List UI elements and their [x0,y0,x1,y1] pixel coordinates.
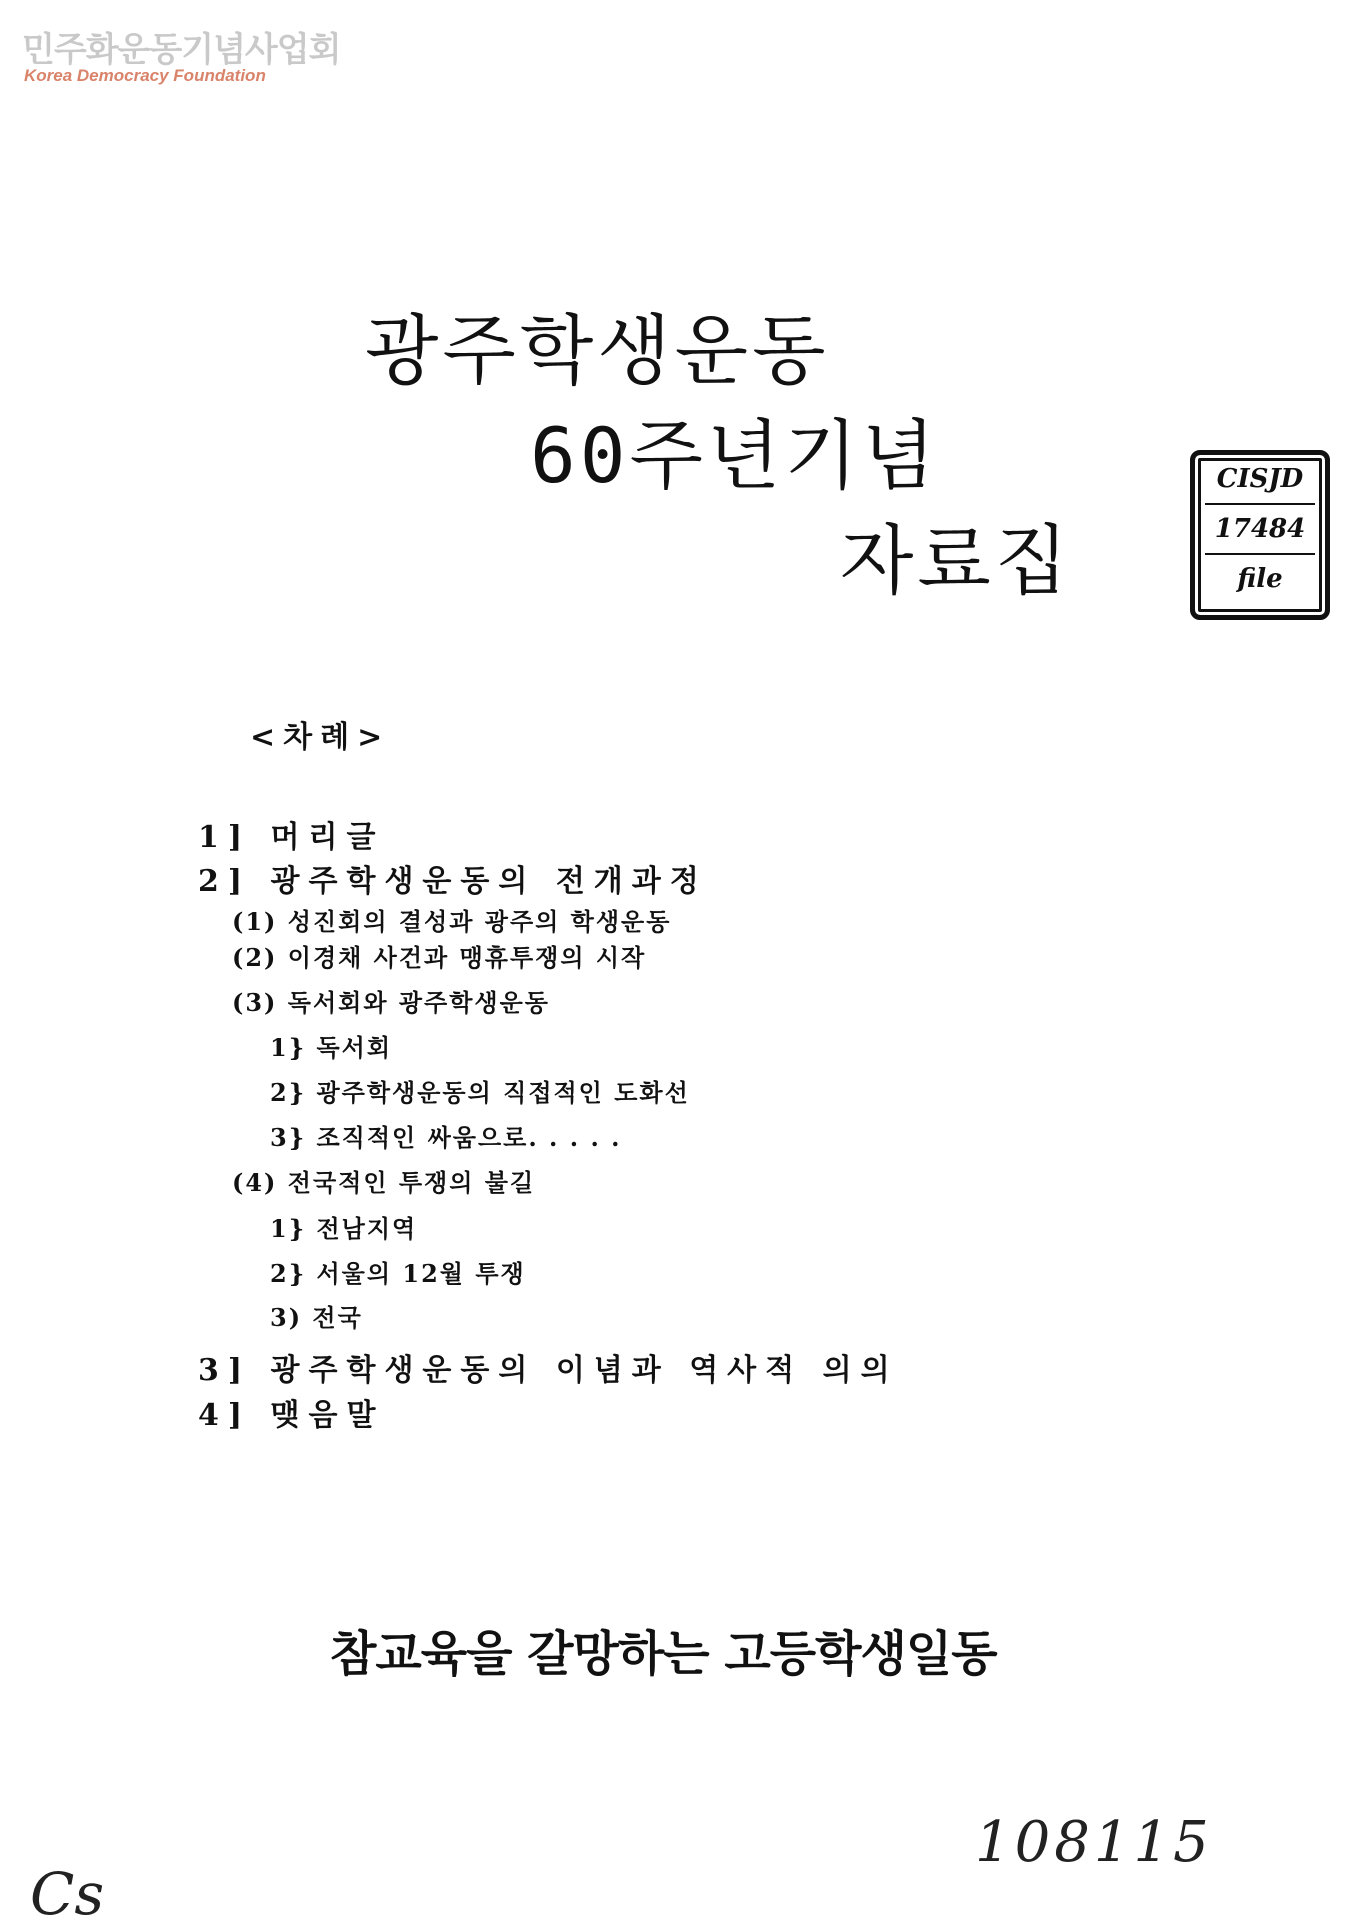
title-line-3: 자료집 [840,516,1073,605]
watermark-org-en: Korea Democracy Foundation [24,66,266,85]
toc-item: 1} 전남지역 [270,1214,418,1243]
title-line-1: 광주학생운동 [365,306,830,395]
stamp-number: 17484 [1205,505,1315,555]
toc-item: 1] 머리글 [198,820,385,855]
handwritten-number: 108115 [975,1810,1213,1875]
toc-item: 3) 전국 [270,1303,363,1332]
toc-item: (4) 전국적인 투쟁의 불길 [232,1168,536,1197]
toc-item: 4] 맺음말 [198,1398,385,1433]
toc-item: 2} 서울의 12월 투쟁 [270,1259,526,1288]
handwritten-mark: Cs [30,1860,105,1928]
toc-item: (3) 독서회와 광주학생운동 [232,988,550,1017]
watermark-org-ko: 민주화운동기념사업회 [22,30,341,70]
toc-item: 3} 조직적인 싸움으로. . . . . [270,1123,622,1152]
toc-item: (2) 이경채 사건과 맹휴투쟁의 시작 [232,943,647,972]
toc-item: (1) 성진회의 결성과 광주의 학생운동 [232,907,672,936]
archive-stamp [1190,450,1330,620]
toc-item: 2] 광주학생운동의 전개과정 [198,864,708,899]
stamp-label: file [1237,564,1283,594]
toc-heading: <차례> [250,720,391,755]
stamp-code: CISJD [1205,455,1315,505]
title-line-2: 60주년기념 [530,411,940,500]
footer-organization: 참교육을 갈망하는 고등학생일동 [330,1626,997,1682]
toc-item: 2} 광주학생운동의 직접적인 도화선 [270,1078,690,1107]
toc-item: 1} 독서회 [270,1033,393,1062]
toc-item: 3] 광주학생운동의 이념과 역사적 의의 [198,1353,899,1388]
